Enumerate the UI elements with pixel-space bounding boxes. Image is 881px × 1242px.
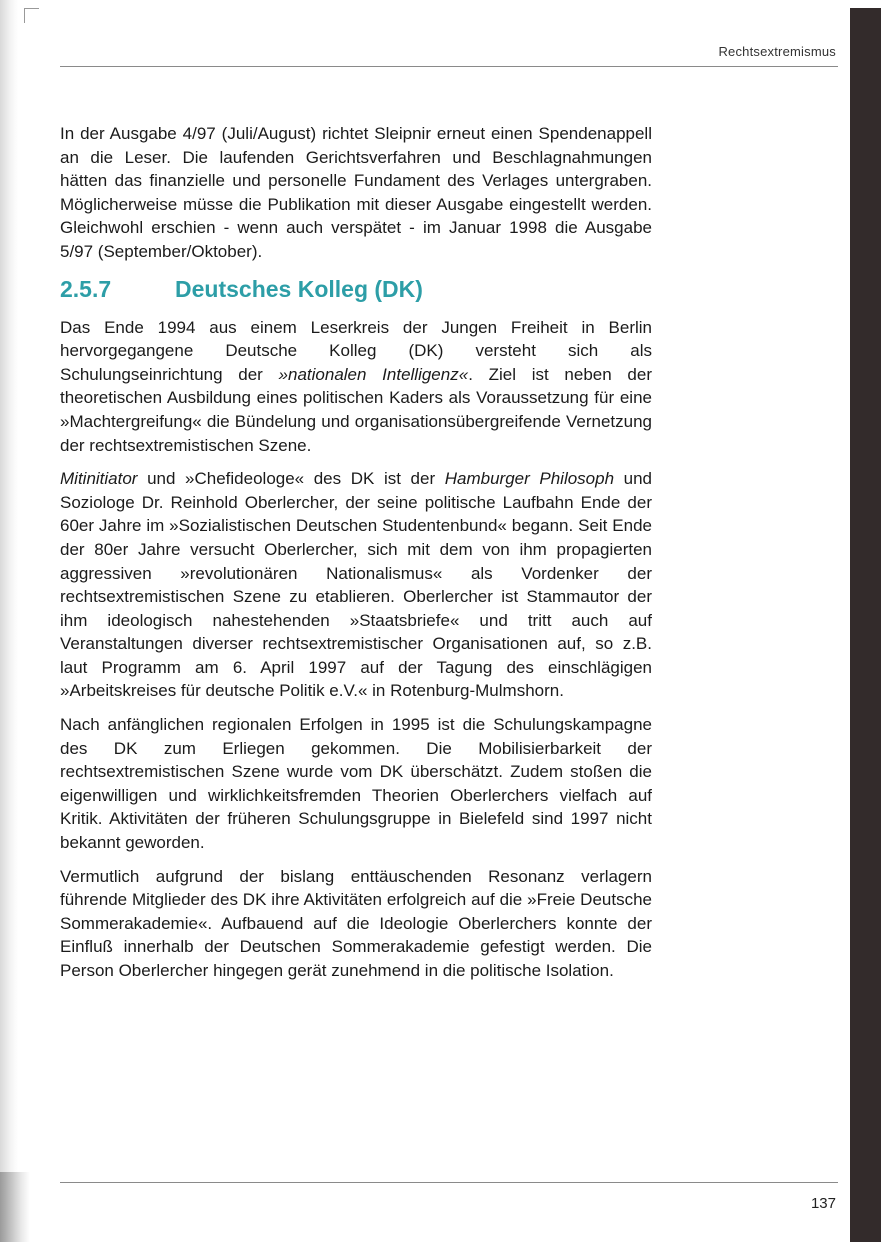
intro-paragraph: In der Ausgabe 4/97 (Juli/August) richtet Sleipnir erneut einen Spendenappell an die Leser. Die laufenden Gerichtsverfahren und Beschlagnahmungen hätten das finanzielle und personelle Fundament des Verlages untergraben. Möglicherweise müsse die Publikation mit dieser Ausgabe eingestellt werden. Gleichwohl erschien - wenn auch verspätet - im Januar 1998 die Ausgabe 5/97 (September/Oktober). [60, 124, 652, 261]
paragraph-1-text-a: Das Ende 1994 aus einem Leserkreis der Jungen Freiheit in Berlin hervorgegangene Deutsche Kolleg (DK) versteht sich als Schulungseinrichtung der [60, 317, 652, 384]
section-heading [60, 274, 652, 304]
crop-mark [24, 8, 39, 23]
paragraph-1-text-b: . Ziel ist neben der theoretischen Ausbildung eines politischen Kaders als Voraussetzung für eine »Machtergreifung« die Bündelung und organisationsübergreifende Vernetzung der rechtsextremistischen Szene. [60, 364, 652, 455]
page-body [60, 122, 652, 993]
paragraph-4: Vermutlich aufgrund der bislang enttäuschenden Resonanz verlagern führende Mitglieder des DK ihre Aktivitäten erfolgreich auf die »Freie Deutsche Sommerakademie«. Aufbauend auf die Ideologie Oberlerchers konnte der Einfluß innerhalb der Deutschen Sommerakademie gefestigt werden. Die Person Oberlercher hingegen gerät zunehmend in die politische Isolation. [60, 866, 652, 980]
header-rule [60, 66, 838, 67]
section-title: Deutsches Kolleg (DK) [175, 275, 423, 302]
paragraph-2-text-b: und Soziologe Dr. Reinhold Oberlercher, der seine politische Laufbahn Ende der 60er Jahre im »Sozialistischen Deutschen Studentenbund« begann. Seit Ende der 80er Jahre versucht Oberlercher, sich mit dem von ihm propagierten aggressiven »revolutionären Nationalismus« als Vordenker der rechtsextremistischen Szene zu etablieren. Oberlercher ist Stammautor der ihm ideologisch nahestehenden »Staatsbriefe« und tritt auch auf Veranstaltungen diverser rechtsextremistischer Organisationen auf, so z.B. laut Programm am 6. April 1997 auf der Tagung des einschlägigen »Arbeitskreises für deutsche Politik e.V.« in Rotenburg-Mulmshorn. [60, 469, 653, 701]
page-left-shadow [0, 0, 18, 1242]
paragraph-3: Nach anfänglichen regionalen Erfolgen in 1995 ist die Schulungskampagne des DK zum Erliegen gekommen. Die Mobilisierbarkeit der rechtsextremistischen Szene wurde vom DK überschätzt. Zudem stoßen die eigenwilligen und wirklichkeitsfremden Theorien Oberlerchers vielfach auf Kritik. Aktivitäten der früheren Schulungsgruppe in Bielefeld sind 1997 nicht bekannt geworden. [60, 715, 652, 853]
paragraph-2-text-a: und »Chefideologe« des DK ist der [137, 469, 445, 489]
paragraph-2-emphasis-2: Hamburger Philosoph [444, 469, 615, 489]
paragraph-1 [60, 316, 652, 458]
running-header: Rechtsextremismus [718, 44, 836, 59]
section-number: 2.5.7 [60, 275, 112, 302]
paragraph-2 [60, 467, 652, 703]
page-right-edge-bar [850, 8, 881, 1242]
paragraph-2-emphasis: Mitinitiator [60, 469, 138, 489]
page-number: 137 [810, 1195, 836, 1212]
page-left-bottom-shadow [0, 1172, 30, 1242]
paragraph-1-emphasis: »nationalen Intelligenz« [278, 364, 469, 384]
footer-rule [60, 1182, 838, 1183]
